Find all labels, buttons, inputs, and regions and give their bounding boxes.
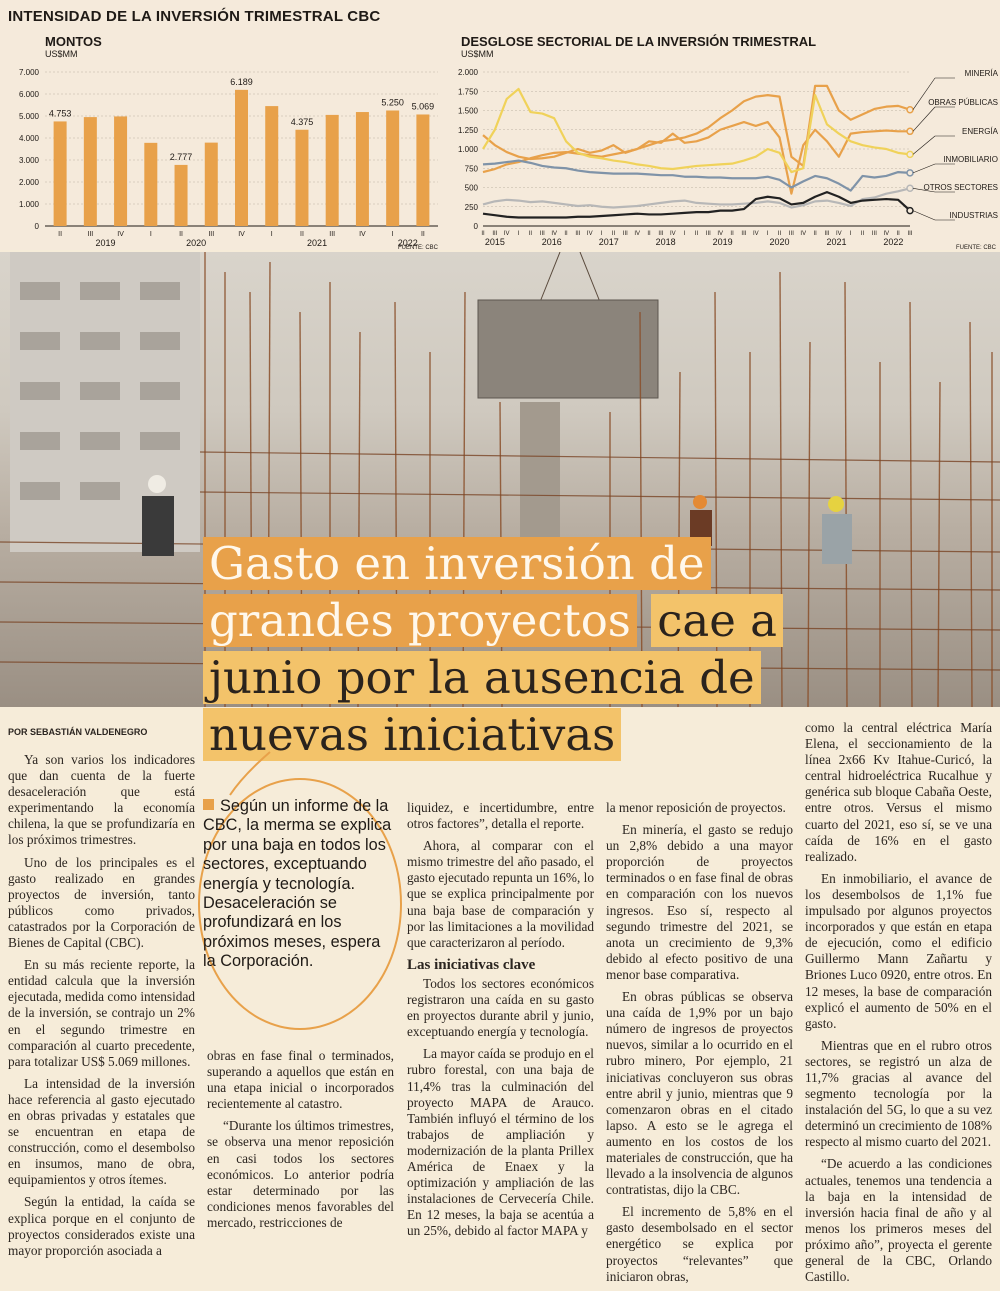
x-tick-label: II (694, 231, 699, 237)
series-label: INDUSTRIAS (949, 211, 998, 220)
x-tick-label: I (766, 231, 769, 237)
paragraph: La mayor caída se produjo en el rubro forestal, con una baja de 11,4% tras la culminación del proyecto MAPA de Arauco. También influyó el término de los trabajos de ampliación y modernización de la planta Prillex América de Enaex y la optimización y ampliación de las instalaciones de Cervecería Chile. En 12 meses, la baja se acentúa a un 25%, debido al factor MAPA y (407, 1046, 594, 1239)
headline-part3: cae a junio por la ausencia de nuevas iniciativas (203, 594, 783, 761)
x-tick-label: III (492, 231, 498, 237)
x-tick-label: IV (359, 231, 366, 238)
bar (54, 121, 67, 226)
paragraph: En minería, el gasto se redujo un 2,8% debido a una mayor proporción de proyectos terminados o en fase final de obras en comparación con los nuevos ingresos. Eso sí, respecto al segundo trimestre del 2021, se anota un crecimiento de 9,3% debido al efecto positivo de una menor base comparativa. (606, 822, 793, 982)
x-tick-label: IV (503, 231, 510, 237)
year-label: 2019 (712, 237, 733, 247)
bar-chart-title: MONTOS (45, 34, 102, 49)
paragraph: La intensidad de la inversión hace referencia al gasto ejecutado en obras privadas y estatales que se encuentran en etapa de construcción, como el desembolso en insumos, mano de obra, equipamientos y otros ítemes. (8, 1075, 195, 1188)
series-end-point (907, 208, 913, 214)
year-label: 2017 (598, 237, 619, 247)
x-tick-label: I (391, 231, 394, 238)
x-tick-label: III (907, 231, 913, 237)
series-line (483, 188, 910, 207)
x-tick-label: I (683, 231, 686, 237)
year-label: 2019 (95, 238, 116, 248)
leader-line (913, 107, 935, 131)
y-tick-label: 3.000 (18, 156, 39, 165)
x-tick-label: IV (634, 231, 641, 237)
paragraph: “De acuerdo a las condiciones actuales, tenemos una tendencia a la baja en la intensidad de inversión hacia final de año y al menos los primeros meses del próximo año”, proyecta el gerente general de la CBC, Orlando Castillo. (805, 1156, 992, 1285)
paragraph: Todos los sectores económicos registraron una caída en su gasto en proyectos durante abril y junio, exceptuando energía y tecnología. (407, 975, 594, 1040)
bar (205, 143, 218, 226)
x-tick-label: II (300, 231, 304, 238)
y-tick-label: 7.000 (18, 68, 39, 77)
bar (175, 165, 188, 226)
x-tick-label: II (730, 231, 734, 237)
x-tick-label: II (564, 231, 568, 237)
bar-chart (0, 60, 450, 252)
y-tick-label: 5.000 (18, 112, 39, 121)
y-tick-label: 1.250 (457, 125, 478, 135)
x-tick-label: III (741, 231, 747, 237)
x-tick-label: II (611, 231, 616, 237)
line-chart (430, 60, 1000, 252)
x-tick-label: II (860, 231, 865, 237)
x-tick-label: IV (586, 231, 593, 237)
y-tick-label: 1.000 (18, 200, 39, 209)
x-tick-label: IV (551, 231, 558, 237)
pull-quote (203, 797, 393, 972)
subheading: Las iniciativas clave (407, 956, 536, 973)
bar (235, 90, 248, 226)
paragraph: El incremento de 5,8% en el gasto desembolsado en el sector energético se explica por proyectos “relevantes” que iniciaron obras, (606, 1204, 793, 1284)
paragraph: Según la entidad, la caída se explica porque en el conjunto de proyectos considerados existe una mayor proporción asociada a (8, 1194, 195, 1258)
paragraph: Ya son varios los indicadores que dan cuenta de la fuerte desaceleración que está experimentando la economía chilena, la que se profundizaría en los próximos trimestres. (8, 752, 195, 848)
x-tick-label: IV (717, 231, 724, 237)
year-label: 2022 (883, 237, 904, 247)
x-tick-label: II (58, 231, 63, 238)
column-2 (207, 1048, 394, 1237)
y-tick-label: 1.750 (457, 87, 478, 97)
paragraph: como la central eléctrica María Elena, el seccionamiento de la línea 2x66 Kv Itahue-Curicó, la central hidroeléctrica Rucalhue y genérica sub bloque Cabaña Oeste, entre otros. Versus el mismo cuarto del 2021, eso sí, se ve una caída de 16% en el gasto realizado. (805, 720, 992, 864)
x-tick-label: IV (883, 231, 890, 237)
x-tick-label: III (824, 231, 830, 237)
year-label: 2020 (186, 238, 207, 248)
x-tick-label: II (420, 231, 425, 238)
series-end-point (907, 151, 913, 157)
paragraph: Ahora, al comparar con el mismo trimestre del año pasado, el gasto ejecutado repunta un 16%, lo que se explica principalmente por una baja base de comparación y por las limitaciones a la movilidad que caracterizaron al período. (407, 838, 594, 950)
source-label: FUENTE: CBC (397, 245, 438, 251)
x-tick-label: III (539, 231, 545, 237)
series-line (483, 86, 910, 172)
series-label: MINERÍA (964, 69, 998, 78)
bar (114, 116, 127, 226)
byline: POR SEBASTIÁN VALDENEGRO (8, 727, 148, 737)
y-tick-label: 0 (473, 222, 478, 231)
bullet-square-icon (203, 799, 214, 810)
paragraph: Mientras que en el rubro otros sectores, se registró un alza de 11,7% gracias al avance del segmento tecnología por la instalación del 5G, lo que a su vez determinó un crecimiento de 108% respecto al mismo cuarto del 2021. (805, 1037, 992, 1150)
x-tick-label: III (705, 231, 711, 237)
year-label: 2021 (826, 237, 847, 247)
y-tick-label: 0 (34, 222, 39, 231)
x-tick-label: II (813, 231, 817, 237)
data-label: 5.069 (411, 101, 435, 112)
x-tick-label: IV (669, 231, 676, 237)
x-tick-label: IV (238, 231, 245, 238)
bar (356, 112, 369, 226)
data-label: 6.189 (230, 76, 253, 87)
paragraph: En inmobiliario, el avance de los desembolsos de 1,1% fue impulsado por algunos proyectos incorporados y que están en etapa de ejecución, como el edificio Guillermo Mann Zañartu y Briones Luco 0920, entre otros. En 12 meses, la base de comparación explicó el aumento de 50% en el gasto. (805, 870, 992, 1031)
x-tick-label: I (517, 231, 520, 237)
x-tick-label: I (849, 231, 852, 237)
bar (295, 130, 308, 226)
data-label: 4.375 (290, 116, 314, 127)
series-end-point (907, 128, 913, 134)
x-tick-label: IV (835, 231, 842, 237)
leader-line (913, 164, 935, 173)
x-tick-label: IV (800, 231, 807, 237)
x-tick-label: III (87, 231, 94, 238)
x-tick-label: III (575, 231, 581, 237)
bar-chart-unit: US$MM (45, 49, 78, 59)
bar (386, 111, 399, 227)
x-tick-label: II (528, 231, 533, 237)
data-label: 5.250 (381, 97, 404, 108)
x-tick-label: II (179, 231, 183, 238)
year-label: 2021 (307, 238, 328, 248)
x-tick-label: I (270, 231, 273, 238)
pull-quote-text: Según un informe de la CBC, la merma se explica por una baja en todos los sectores, exceptuando energía y tecnología. Desaceleración se profundizará en los próximos meses, espera la Corporación. (203, 797, 392, 971)
x-tick-label: III (208, 231, 215, 238)
bar (144, 143, 157, 226)
data-label: 2.777 (169, 151, 193, 162)
series-line (483, 89, 910, 172)
leader-line (913, 136, 935, 154)
x-tick-label: IV (117, 231, 124, 238)
column-3 (407, 800, 594, 1245)
section-title: INTENSIDAD DE LA INVERSIÓN TRIMESTRAL CBC (8, 8, 381, 25)
bar (84, 117, 97, 226)
year-label: 2018 (655, 237, 676, 247)
x-tick-label: II (896, 231, 900, 237)
year-label: 2016 (541, 237, 562, 247)
series-end-point (907, 185, 913, 191)
y-tick-label: 2.000 (457, 68, 478, 77)
bar (326, 115, 339, 226)
source-label: FUENTE: CBC (955, 245, 996, 251)
column-1 (8, 752, 195, 1265)
x-tick-label: II (481, 231, 485, 237)
paragraph: la menor reposición de proyectos. (606, 800, 786, 815)
year-label: 2022 (397, 238, 418, 248)
paragraph: liquidez, e incertidumbre, entre otros factores”, detalla el reporte. (407, 800, 594, 832)
x-tick-label: III (871, 231, 877, 237)
y-tick-label: 1.000 (457, 145, 478, 154)
leader-line (913, 211, 935, 220)
y-tick-label: 4.000 (18, 134, 39, 143)
y-tick-label: 6.000 (18, 90, 39, 99)
series-end-point (907, 107, 913, 113)
headline-part1: Gasto en inversión de (203, 537, 711, 590)
series-label: OTROS SECTORES (923, 183, 998, 192)
series-label: INMOBILIARIO (943, 155, 998, 164)
paragraph: obras en fase final o terminados, superando a aquellos que están en una etapa inicial o incorporados recientemente al catastro. (207, 1048, 394, 1112)
series-label: OBRAS PÚBLICAS (928, 98, 998, 107)
line-chart-unit: US$MM (461, 49, 494, 59)
x-tick-label: I (149, 231, 152, 238)
year-label: 2020 (769, 237, 790, 247)
x-tick-label: III (622, 231, 628, 237)
line-chart-title: DESGLOSE SECTORIAL DE LA INVERSIÓN TRIMESTRAL (461, 34, 817, 49)
x-tick-label: III (788, 231, 794, 237)
x-tick-label: III (658, 231, 664, 237)
x-tick-label: I (600, 231, 603, 237)
bar (265, 106, 278, 226)
x-tick-label: III (329, 231, 336, 238)
paragraph: En obras públicas se observa una caída de 1,9% por un bajo número de ingresos de proyectos nuevos, similar a lo ocurrido en el rubro minero, Por ejemplo, 21 iniciativas concluyeron sus obras entre abril y junio, mientras que 9 comenzaron obras en el citado lapso. A esto se le agrega el aumento en los costos de los materiales de construcción, que ha llevado a la insolvencia de algunos contratistas, dijo la CBC. (606, 989, 793, 1198)
headline-part2: grandes proyectos (203, 594, 637, 647)
column-4 (606, 800, 793, 1291)
x-tick-label: II (777, 231, 782, 237)
x-tick-label: II (647, 231, 651, 237)
paragraph: “Durante los últimos trimestres, se observa una menor reposición en casi todos los sectores económicos. Lo anterior podría estar determinado por las condiciones menos favorables del mercado, restricciones de (207, 1118, 394, 1230)
y-tick-label: 2.000 (18, 178, 39, 187)
year-label: 2015 (484, 237, 505, 247)
column-5 (805, 720, 992, 1291)
y-tick-label: 1.500 (457, 106, 478, 116)
paragraph: En su más reciente reporte, la entidad calcula que la inversión ejecutada, medida como intensidad de la inversión, se contrajo un 2% en el segundo trimestre en comparación al cuarto precedente, para totalizar US$ 5.069 millones. (8, 957, 195, 1069)
bar (416, 114, 429, 226)
paragraph: Uno de los principales es el gasto realizado en grandes proyectos de inversión, tanto públicos como privados, catastrados por la Corporación de Bienes de Capital (CBC). (8, 854, 195, 951)
series-end-point (907, 170, 913, 176)
y-tick-label: 500 (464, 183, 478, 193)
x-tick-label: IV (752, 231, 759, 237)
charts-area (0, 0, 1000, 250)
series-label: ENERGÍA (961, 127, 998, 136)
y-tick-label: 750 (464, 164, 478, 174)
y-tick-label: 250 (464, 202, 478, 212)
data-label: 4.753 (48, 108, 72, 119)
headline (203, 535, 793, 763)
